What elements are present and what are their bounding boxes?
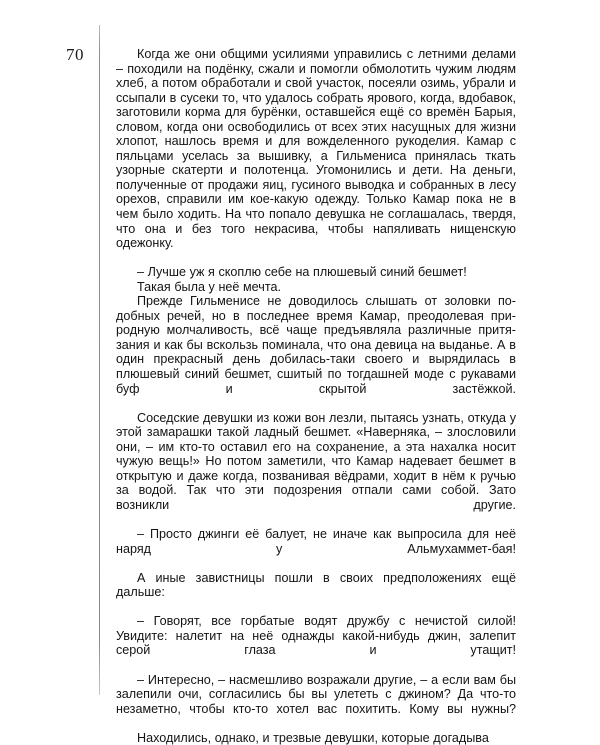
paragraph: А иные завистницы пошли в своих предположениях ещё дальше: xyxy=(116,570,516,600)
paragraph: Когда же они общими усилиями управились с летними делами – походили на подёнку, сжали и помогли обмолотить чужим людям хлеб, а потом обработали и свой участок, посеяли озимь, убрали и ссыпали в сусеки то, что удалось собрать ярового, когда, вдобавок, заготовили корма для бурёнки, оставшейся ещё со времён Барыя, словом, когда они освободились от всех этих насущных для жизни хлопот, нашлось время и для вожделенного рукоделия. Камар с пяльцами уселась за вышивку, а Гильмениса принялась ткать узорные скатерти и полотенца. Угомонились и дети. На деньги, полученные от продажи яиц, гусиного выводка и собранных в лесу орехов, справили им кое-какую одежду. Только Камар пока не в чем было ходить. На что попало девушка не соглашалась, твердя, что она и без того некрасива, чтобы напяливать нищенскую одежонку. xyxy=(116,47,516,251)
paragraph: – Интересно, – насмешливо возражали другие, – а если вам бы залепили очи, согласились бы вы улететь с джином? Да что-то незаметно, чтобы кто-то хотел вас похитить. Кому вы нужны? xyxy=(116,672,516,716)
paragraph: Соседские девушки из кожи вон лезли, пытаясь узнать, откуда у этой замарашки такой ладный бешмет. «Наверняка, – злословили они, – им кто-то оставил его на сохранение, а эта нахалка носит чужую вещь!» Но потом заметили, что Камар надевает бешмет в открытую и даже когда, позванивая вёдрами, ходит в нём к ручью за водой. Так что эти подозрения отпали сами собой. Зато возникли другие. xyxy=(116,410,516,512)
paragraph: – Лучше уж я скоплю себе на плюшевый синий бешмет! xyxy=(137,265,467,280)
paragraph: – Просто джинги её балует, не иначе как выпросила для неё наряд у Альмухаммет-бая! xyxy=(116,527,516,556)
page-number: 70 xyxy=(66,45,84,64)
paragraph: Такая была у неё мечта. xyxy=(137,279,281,294)
paragraph: Прежде Гильменисе не доводилось слышать от золовки подобных речей, но в последнее время Камар, преодолевая природную молчаливость, всё чаще предъявляла различные притязания и как бы вскользь поминала, что она девица на выданье. А в один прекрасный день добилась-таки своего и вырядилась в плюшевый синий бешмет, сшитый по тогдашней моде с рукавами буф и скрытой застёжкой. xyxy=(116,294,516,396)
body-text-column xyxy=(116,47,516,745)
paragraph: – Говорят, все горбатые водят дружбу с нечистой силой! Увидите: налетит на неё однажды какой-нибудь джин, залепит серой глаза и утащит! xyxy=(116,614,516,658)
margin-vertical-rule xyxy=(99,25,100,695)
paragraph: Находились, однако, и трезвые девушки, которые догадыва xyxy=(137,730,489,745)
